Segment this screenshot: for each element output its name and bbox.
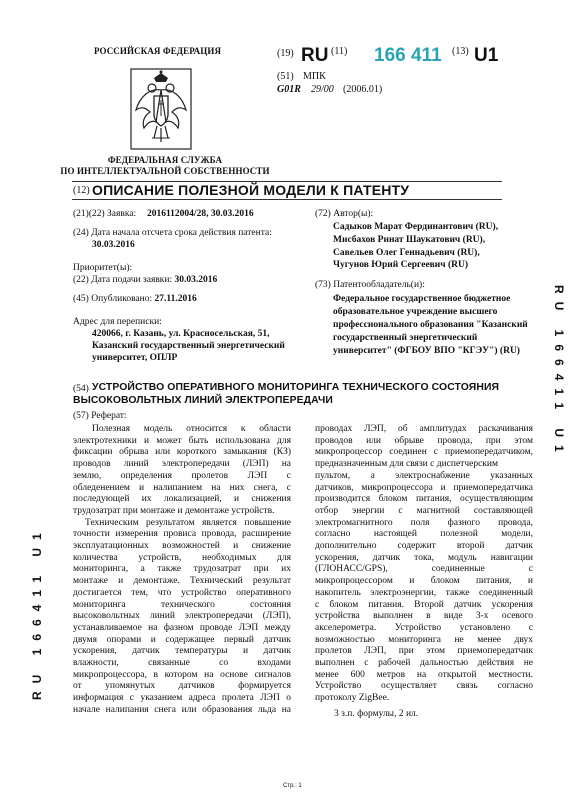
owner-line-2: образовательное учреждение высшего <box>333 307 498 317</box>
abstract-right-line: возможностью мониторинга не менее двух <box>315 634 533 645</box>
abstract-right-line: Устройство осуществляет связь согласно <box>315 681 533 692</box>
abstract-right-line: проводов или обрыве провода, при этом <box>315 435 533 446</box>
coat-of-arms-emblem <box>130 68 192 150</box>
abstract-left-line: высоковольтных линий электропередачи (ЛЭП), <box>73 611 291 622</box>
abstract-right-line: предназначенным для связи с диспетчерским <box>315 459 498 470</box>
abstract-left-line: мониторинга технического состояния <box>73 599 291 610</box>
abstract-right-line: микропроцессором и блоком питания, и <box>315 576 533 587</box>
abstract-right-line: датчиков, микропроцессора и приемопередатчика <box>315 482 533 493</box>
published-value: 27.11.2016 <box>154 294 197 304</box>
author-3: Савельев Олег Геннадьевич (RU), <box>333 248 480 258</box>
published-tag: (45) Опубликовано: <box>73 294 153 304</box>
invention-title-line2: ВЫСОКОВОЛЬТНЫХ ЛИНИЙ ЭЛЕКТРОПЕРЕДАЧИ <box>73 395 333 406</box>
abstract-left-column <box>73 424 291 717</box>
abstract-right-line: дополнительно содержит второй датчик <box>315 541 533 552</box>
page-number: Стр.: 1 <box>283 783 302 789</box>
owner-line-4: государственный энергетический <box>333 333 478 343</box>
abstract-right-line: согласно настоящей полезной модели, <box>315 529 533 540</box>
abstract-right-line: проводах ЛЭП, об амплитудах раскачивания <box>315 424 533 434</box>
author-4: Чугунов Юрий Сергеевич (RU) <box>333 260 469 270</box>
agency-name-line2: ПО ИНТЕЛЛЕКТУАЛЬНОЙ СОБСТВЕННОСТИ <box>60 166 270 176</box>
patent-number: 166 411 <box>374 45 442 66</box>
filing-block <box>73 275 308 287</box>
abstract-left-line: фиксации обрыва или короткого замыкания (КЗ) <box>73 447 291 458</box>
owner-tag: (73) Патентообладатель(и): <box>315 280 425 290</box>
application-value: 2016112004/28, 30.03.2016 <box>146 209 254 219</box>
abstract-left-line: от упомянутых датчиков формируется <box>73 681 291 692</box>
abstract-right-line: электромагнитного поля фазного провода, <box>315 517 533 528</box>
address-line-3: университет, ОПЛР <box>92 353 178 363</box>
document-kind: U1 <box>474 45 499 66</box>
abstract-left-line: микропроцессора, в котором на основе сигналов <box>73 669 291 680</box>
filing-value: 30.03.2016 <box>174 275 218 285</box>
mpk-label: МПК <box>303 71 326 82</box>
abstract-right-line: акселерометра. Устройство установлено с <box>315 622 533 633</box>
abstract-left-line: землю, определения пролетов ЛЭП с <box>73 470 291 481</box>
abstract-right-line: выполнен с рабочей дальностью действия не <box>315 658 533 669</box>
abstract-left-line: ускорения, датчик температуры и датчик <box>73 646 291 657</box>
validity-value: 30.03.2016 <box>92 240 135 250</box>
application-tag: (21)(22) Заявка: <box>73 209 137 219</box>
abstract-right-line: протоколу ZigBee. <box>315 693 390 704</box>
tag-12: (12) <box>73 185 90 196</box>
abstract-right-line: отбор энергии с магнитной составляющей <box>315 505 533 516</box>
abstract-right-line: пультом, а электроснабжение указанных <box>315 470 533 481</box>
authors-tag: (72) Автор(ы): <box>315 209 374 219</box>
tag-11: (11) <box>331 46 348 57</box>
abstract-left-line: проводов линий электропередачи (ЛЭП) на <box>73 459 291 470</box>
tag-19: (19) <box>277 48 294 59</box>
mpk-class: G01R <box>277 84 301 95</box>
side-code-left: RU 166411 U1 <box>30 525 44 700</box>
abstract-left-line: эксплуатационных возможностей и снижение <box>73 541 291 552</box>
agency-name-line1: ФЕДЕРАЛЬНАЯ СЛУЖБА <box>107 155 223 165</box>
abstract-left-line: точности измерения провиса провода, расширение <box>73 529 291 540</box>
invention-title-line1: УСТРОЙСТВО ОПЕРАТИВНОГО МОНИТОРИНГА ТЕХНИЧЕСКОГО СОСТОЯНИЯ <box>92 382 500 393</box>
abstract-right-line: (ГЛОНАСС/GPS), соединенные с <box>315 564 533 575</box>
priority-label: Приоритет(ы): <box>73 263 133 273</box>
author-2: Мисбахов Ринат Шаукатович (RU), <box>333 235 486 245</box>
validity-tag: (24) Дата начала отсчета срока действия патента: <box>73 228 272 238</box>
address-line-2: Казанский государственный энергетический <box>92 341 285 351</box>
address-line-1: 420066, г. Казань, ул. Красносельская, 51, <box>92 329 270 339</box>
abstract-right-line: пролетов ЛЭП, при этом приемопередатчик <box>315 646 533 657</box>
title-bottom-rule <box>72 199 502 200</box>
abstract-left-line: достигается тем, что устройство оперативного <box>73 587 291 598</box>
abstract-left-line: двумя опорами и содержащее первый датчик <box>73 634 291 645</box>
claims-note: 3 з.п. формулы, 2 ил. <box>334 708 419 719</box>
mpk-group: 29/00 <box>311 84 334 95</box>
filing-tag: (22) Дата подачи заявки: <box>73 275 173 285</box>
abstract-left-line: последующей их локализацией, и снижения <box>73 494 291 505</box>
abstract-right-line: менее 600 метров на открытой местности. <box>315 669 533 680</box>
tag-13: (13) <box>452 46 469 57</box>
application-block <box>73 209 308 221</box>
abstract-tag: (57) Реферат: <box>73 411 127 421</box>
author-1: Садыков Марат Фердинантович (RU), <box>333 222 499 232</box>
owner-line-1: Федеральное государственное бюджетное <box>333 294 511 304</box>
owner-line-5: университет" (ФГБОУ ВПО "КГЭУ") (RU) <box>333 346 520 356</box>
abstract-left-line: монтаже и демонтаже. Технический результат <box>73 576 291 587</box>
abstract-left-line: обледенением и налипанием на них снега, с <box>73 482 291 493</box>
document-title: ОПИСАНИЕ ПОЛЕЗНОЙ МОДЕЛИ К ПАТЕНТУ <box>92 182 410 198</box>
owner-line-3: профессионального образования "Казанский <box>333 320 528 330</box>
abstract-left-line: количества устройств, необходимых для <box>73 552 291 563</box>
abstract-left-line: информация с указанием адреса пролета ЛЭП о <box>73 693 291 704</box>
address-label: Адрес для переписки: <box>73 317 162 327</box>
abstract-left-line: трудозатрат при монтаже и демонтаже устройств. <box>73 505 275 516</box>
mpk-date: (2006.01) <box>343 84 383 95</box>
abstract-right-line: устройства выполнен в виде 3-х осевого <box>315 611 533 622</box>
abstract-left-line: начале налипания снега или образования льда на <box>73 704 291 715</box>
side-code-right: RU 166411 U1 <box>552 285 566 460</box>
abstract-left-line: устанавливаемое на фазном проводе ЛЭП между <box>73 622 291 633</box>
abstract-right-line: с блоком питания. Второй датчик ускорения <box>315 599 533 610</box>
country-code: RU <box>301 45 329 66</box>
abstract-left-line: электротехники и может быть использована для <box>73 435 291 446</box>
abstract-right-line: производится блоком питания, осуществляющим <box>315 494 533 505</box>
tag-51: (51) <box>277 71 294 82</box>
abstract-left-line: мониторинга, а также трудозатрат при их <box>73 564 291 575</box>
abstract-left-line: Полезная модель относится к области <box>92 424 291 434</box>
country-name: РОССИЙСКАЯ ФЕДЕРАЦИЯ <box>93 46 222 56</box>
abstract-right-line: микропроцессор соединен с приемопередатчиком, <box>315 447 533 458</box>
abstract-right-line: накопитель электроэнергии, также соединенный <box>315 587 533 598</box>
abstract-left-line: влажности, связанные со входами <box>73 658 291 669</box>
published-block <box>73 294 308 306</box>
abstract-right-line: ускорения, датчик тока, модуль навигации <box>315 552 533 563</box>
abstract-right-column <box>315 424 533 721</box>
tag-54: (54) <box>73 384 89 394</box>
abstract-left-line: Техническим результатом является повышение <box>85 517 291 528</box>
